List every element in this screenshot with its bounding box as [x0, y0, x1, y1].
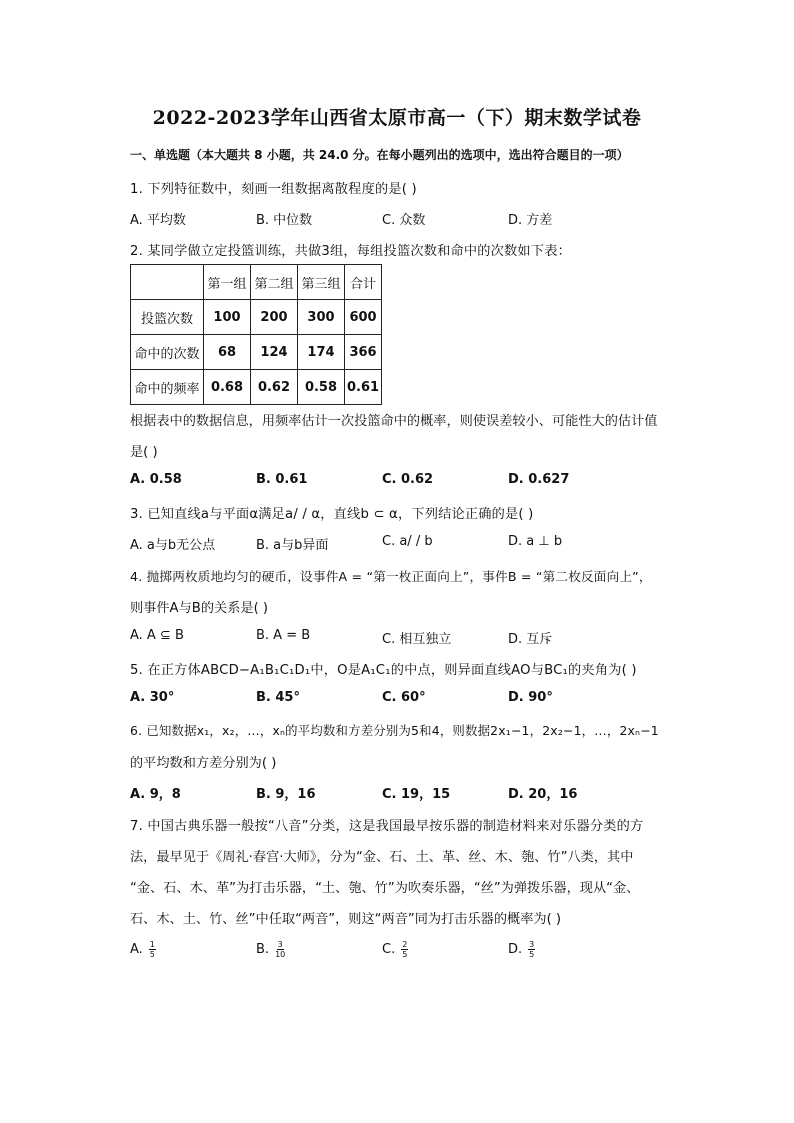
section-heading: 一、单选题（本大题共 8 小题，共 24.0 分。在每小题列出的选项中，选出符合题目的一项）: [130, 148, 629, 162]
q4-option-c[interactable]: C. 相互独立: [382, 632, 452, 647]
table-header-cell: 第二组: [251, 265, 298, 300]
fraction-numerator: 2: [402, 940, 408, 949]
shooting-table: [130, 264, 382, 405]
q7-option-d[interactable]: [508, 940, 535, 959]
table-row: [131, 300, 382, 335]
table-header-cell: 合计: [345, 265, 382, 300]
table-cell: 174: [298, 335, 345, 370]
q5-option-b[interactable]: B. 45°: [256, 690, 300, 705]
q1-option-d[interactable]: D. 方差: [508, 213, 553, 228]
fraction: [275, 940, 285, 959]
q3-option-a[interactable]: A. a与b无公点: [130, 538, 216, 553]
fraction: [149, 940, 156, 959]
table-cell: 0.61: [345, 370, 382, 405]
question-4-stem: 4. 抛掷两枚质地均匀的硬币，设事件A = “第一枚正面向上”，事件B = “第二枚反面向上”，: [130, 569, 652, 584]
question-3-stem: 3. 已知直线a与平面α满足a/ / α，直线b ⊂ α，下列结论正确的是( ): [130, 507, 534, 522]
fraction-denominator: 5: [529, 950, 535, 959]
q1-option-a[interactable]: A. 平均数: [130, 213, 186, 228]
q2-option-b[interactable]: B. 0.61: [256, 472, 308, 487]
table-row-label: 命中的次数: [131, 335, 204, 370]
question-4-stem-cont: 则事件A与B的关系是( ): [130, 601, 269, 616]
q4-option-a[interactable]: A. A ⊆ B: [130, 628, 184, 643]
question-2-stem: 2. 某同学做立定投篮训练，共做3组，每组投篮次数和命中的次数如下表：: [130, 244, 571, 259]
fraction-numerator: 1: [149, 940, 155, 949]
question-2-text: 根据表中的数据信息，用频率估计一次投篮命中的概率，则使误差较小、可能性大的估计值: [130, 414, 658, 429]
q6-option-a[interactable]: A. 9，8: [130, 787, 181, 802]
q7-option-a-label: A.: [130, 942, 143, 957]
fraction-denominator: 5: [402, 950, 408, 959]
table-cell: 0.62: [251, 370, 298, 405]
question-6-stem: 6. 已知数据x₁，x₂，…，xₙ的平均数和方差分别为5和4，则数据2x₁−1，2x₂−1，…，2xₙ−1: [130, 723, 659, 738]
fraction: [401, 940, 408, 959]
table-cell: 366: [345, 335, 382, 370]
table-row: [131, 370, 382, 405]
q7-option-c-label: C.: [382, 942, 396, 957]
table-cell: 0.68: [204, 370, 251, 405]
question-6-stem-cont: 的平均数和方差分别为( ): [130, 756, 277, 771]
question-7-stem: 7. 中国古典乐器一般按“八音”分类，这是我国最早按乐器的制造材料来对乐器分类的方: [130, 819, 644, 834]
table-header-row: [131, 265, 382, 300]
q7-option-d-label: D.: [508, 942, 523, 957]
q5-option-d[interactable]: D. 90°: [508, 690, 553, 705]
q3-option-c[interactable]: C. a/ / b: [382, 534, 433, 549]
q1-option-c[interactable]: C. 众数: [382, 213, 426, 228]
q6-option-c[interactable]: C. 19，15: [382, 787, 451, 802]
q4-option-b[interactable]: B. A = B: [256, 628, 311, 643]
table-header-cell: [131, 265, 204, 300]
exam-title: 2022-2023学年山西省太原市高一（下）期末数学试卷: [152, 107, 642, 129]
question-7-stem-cont: 法，最早见于《周礼·春宫·大师》，分为“金、石、土、革、丝、木、匏、竹”八类，其中: [130, 850, 634, 865]
table-cell: 100: [204, 300, 251, 335]
table-row-label: 命中的频率: [131, 370, 204, 405]
q7-option-b[interactable]: [256, 940, 285, 959]
question-1-stem: 1. 下列特征数中，刻画一组数据离散程度的是( ): [130, 182, 417, 197]
q2-option-c[interactable]: C. 0.62: [382, 472, 434, 487]
table-row: [131, 335, 382, 370]
table-cell: 68: [204, 335, 251, 370]
q5-option-c[interactable]: C. 60°: [382, 690, 426, 705]
q2-option-d[interactable]: D. 0.627: [508, 472, 570, 487]
fraction-numerator: 3: [529, 940, 535, 949]
fraction-denominator: 10: [275, 950, 286, 959]
q2-option-a[interactable]: A. 0.58: [130, 472, 182, 487]
q5-option-a[interactable]: A. 30°: [130, 690, 175, 705]
q6-option-b[interactable]: B. 9，16: [256, 787, 316, 802]
fraction-numerator: 3: [277, 940, 283, 949]
q1-option-b[interactable]: B. 中位数: [256, 213, 313, 228]
table-cell: 124: [251, 335, 298, 370]
question-7-stem-cont: 石、木、土、竹、丝”中任取“两音”，则这“两音”同为打击乐器的概率为( ): [130, 912, 562, 927]
fraction: [528, 940, 535, 959]
question-5-stem: 5. 在正方体ABCD−A₁B₁C₁D₁中，O是A₁C₁的中点，则异面直线AO与BC₁的夹角为( ): [130, 663, 637, 678]
table-cell: 0.58: [298, 370, 345, 405]
table-row-label: 投篮次数: [131, 300, 204, 335]
table-cell: 300: [298, 300, 345, 335]
q3-option-b[interactable]: B. a与b异面: [256, 538, 329, 553]
q7-option-a[interactable]: [130, 940, 156, 959]
q4-option-d[interactable]: D. 互斥: [508, 632, 553, 647]
q6-option-d[interactable]: D. 20，16: [508, 787, 578, 802]
question-7-stem-cont: “金、石、木、革”为打击乐器，“土、匏、竹”为吹奏乐器，“丝”为弹拨乐器，现从“金、: [130, 881, 640, 896]
table-header-cell: 第三组: [298, 265, 345, 300]
fraction-denominator: 5: [149, 950, 155, 959]
q7-option-c[interactable]: [382, 940, 408, 959]
q3-option-d[interactable]: D. a ⊥ b: [508, 534, 563, 549]
question-2-text-cont: 是( ): [130, 445, 158, 460]
table-cell: 200: [251, 300, 298, 335]
q7-option-b-label: B.: [256, 942, 270, 957]
table-cell: 600: [345, 300, 382, 335]
table-header-cell: 第一组: [204, 265, 251, 300]
